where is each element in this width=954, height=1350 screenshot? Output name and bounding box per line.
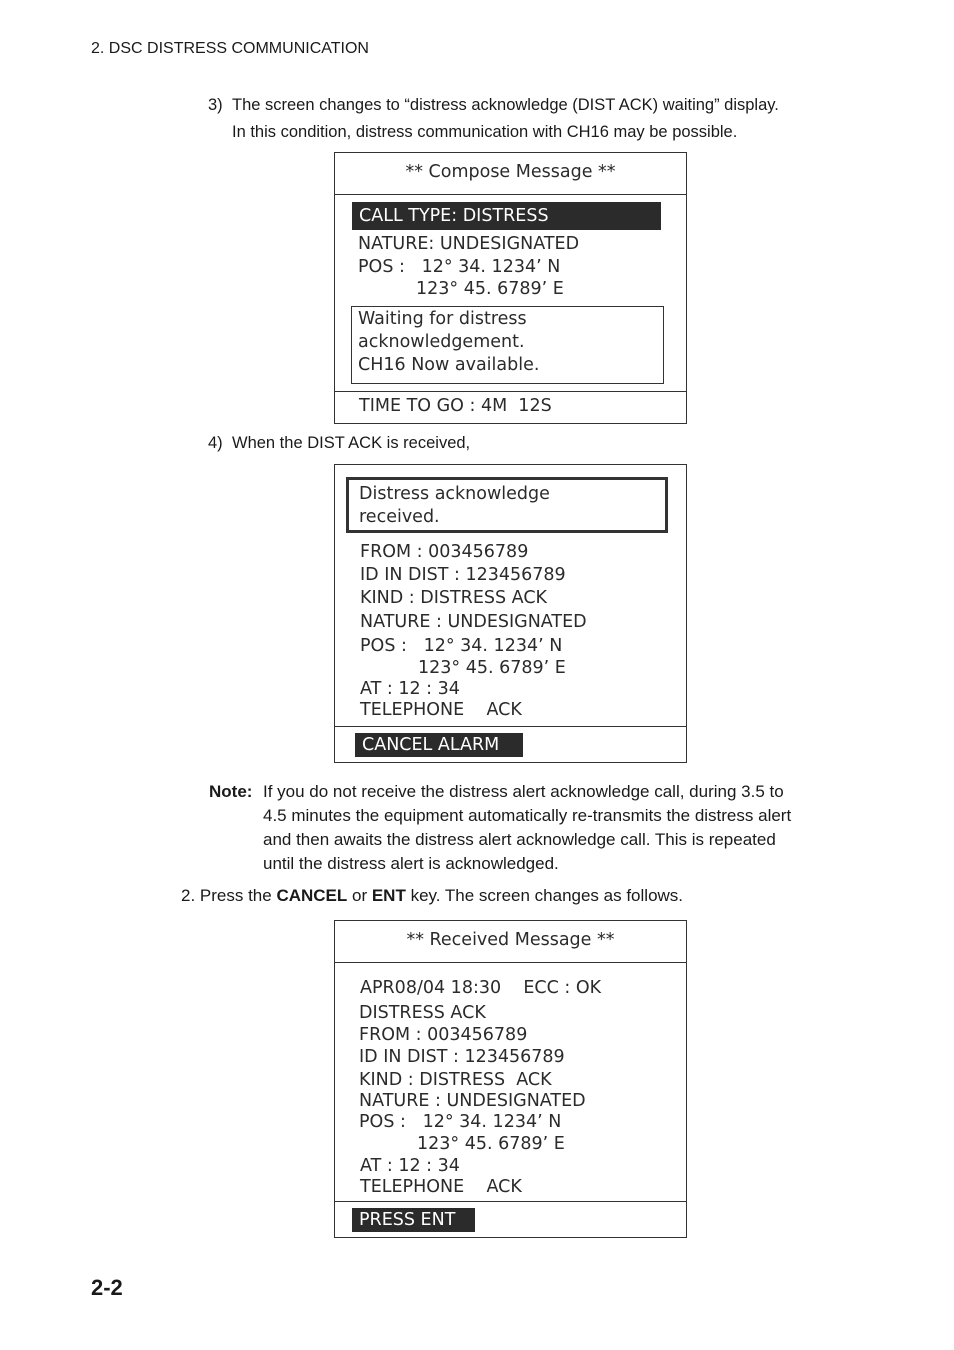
dist-ack-received-screen xyxy=(334,464,687,763)
pos-lat-line: POS : 12° 34. 1234’ N xyxy=(359,1112,562,1132)
alert-line-2: received. xyxy=(359,507,440,527)
step4-number: 4) xyxy=(208,434,223,452)
time-to-go-line: TIME TO GO : 4M 12S xyxy=(359,396,552,416)
nature-line: NATURE : UNDESIGNATED xyxy=(359,1091,586,1111)
step3-line2: In this condition, distress communication with CH16 may be possible. xyxy=(232,123,738,141)
waiting-line-1: Waiting for distress xyxy=(358,309,527,329)
press-ent-softkey: PRESS ENT xyxy=(352,1208,475,1232)
step3-number: 3) xyxy=(208,96,223,114)
note-line-4: until the distress alert is acknowledged. xyxy=(263,854,559,873)
waiting-message-box xyxy=(351,306,664,384)
nature-line: NATURE: UNDESIGNATED xyxy=(358,234,580,254)
ent-key-label: ENT xyxy=(371,886,406,905)
divider xyxy=(335,726,686,727)
pos-lon-line: 123° 45. 6789’ E xyxy=(418,658,566,678)
datetime-line: APR08/04 18:30 ECC : OK xyxy=(360,978,602,998)
page-number: 2-2 xyxy=(91,1275,123,1300)
note-line-2: 4.5 minutes the equipment automatically re-transmits the distress alert xyxy=(263,806,792,825)
compose-message-screen xyxy=(334,152,687,424)
divider xyxy=(335,391,686,392)
divider xyxy=(335,194,686,195)
pos-lon-line: 123° 45. 6789’ E xyxy=(416,279,564,299)
note-line-3: and then awaits the distress alert acknowledge call. This is repeated xyxy=(263,830,776,849)
kind-line: KIND : DISTRESS ACK xyxy=(359,1070,552,1090)
step4-text: When the DIST ACK is received, xyxy=(232,434,471,452)
cancel-key-label: CANCEL xyxy=(276,886,348,905)
alert-line-1: Distress acknowledge xyxy=(359,484,550,504)
waiting-line-2: acknowledgement. xyxy=(358,332,525,352)
telephone-line: TELEPHONE ACK xyxy=(360,700,522,720)
at-line: AT : 12 : 34 xyxy=(360,679,460,699)
divider xyxy=(335,962,686,963)
from-line: FROM : 003456789 xyxy=(359,1025,528,1045)
running-header: 2. DSC DISTRESS COMMUNICATION xyxy=(91,40,369,57)
note-label: Note: xyxy=(209,782,253,801)
note-line-1: If you do not receive the distress alert acknowledge call, during 3.5 to xyxy=(263,782,784,801)
kind-line: KIND : DISTRESS ACK xyxy=(360,588,548,608)
step3-line1: The screen changes to “distress acknowledge (DIST ACK) waiting” display. xyxy=(232,96,779,114)
pos-lat-line: POS : 12° 34. 1234’ N xyxy=(360,636,563,656)
screen-title: ** Compose Message ** xyxy=(405,162,616,182)
from-line: FROM : 003456789 xyxy=(360,542,529,562)
step2-text: 2. Press the CANCEL or ENT key. The screen changes as follows. xyxy=(181,886,684,905)
nature-line: NATURE : UNDESIGNATED xyxy=(360,612,587,632)
at-line: AT : 12 : 34 xyxy=(360,1156,460,1176)
waiting-line-3: CH16 Now available. xyxy=(358,355,540,375)
cancel-alarm-softkey: CANCEL ALARM xyxy=(355,733,523,757)
id-in-dist-line: ID IN DIST : 123456789 xyxy=(360,565,566,585)
pos-lon-line: 123° 45. 6789’ E xyxy=(417,1134,565,1154)
type-line: DISTRESS ACK xyxy=(359,1003,486,1023)
id-in-dist-line: ID IN DIST : 123456789 xyxy=(359,1047,565,1067)
call-type-highlight: CALL TYPE: DISTRESS xyxy=(352,202,661,230)
pos-lat-line: POS : 12° 34. 1234’ N xyxy=(358,257,561,277)
telephone-line: TELEPHONE ACK xyxy=(360,1177,522,1197)
screen-title: ** Received Message ** xyxy=(406,930,615,950)
received-message-screen xyxy=(334,920,687,1238)
alert-box xyxy=(346,477,668,533)
divider xyxy=(335,1201,686,1202)
